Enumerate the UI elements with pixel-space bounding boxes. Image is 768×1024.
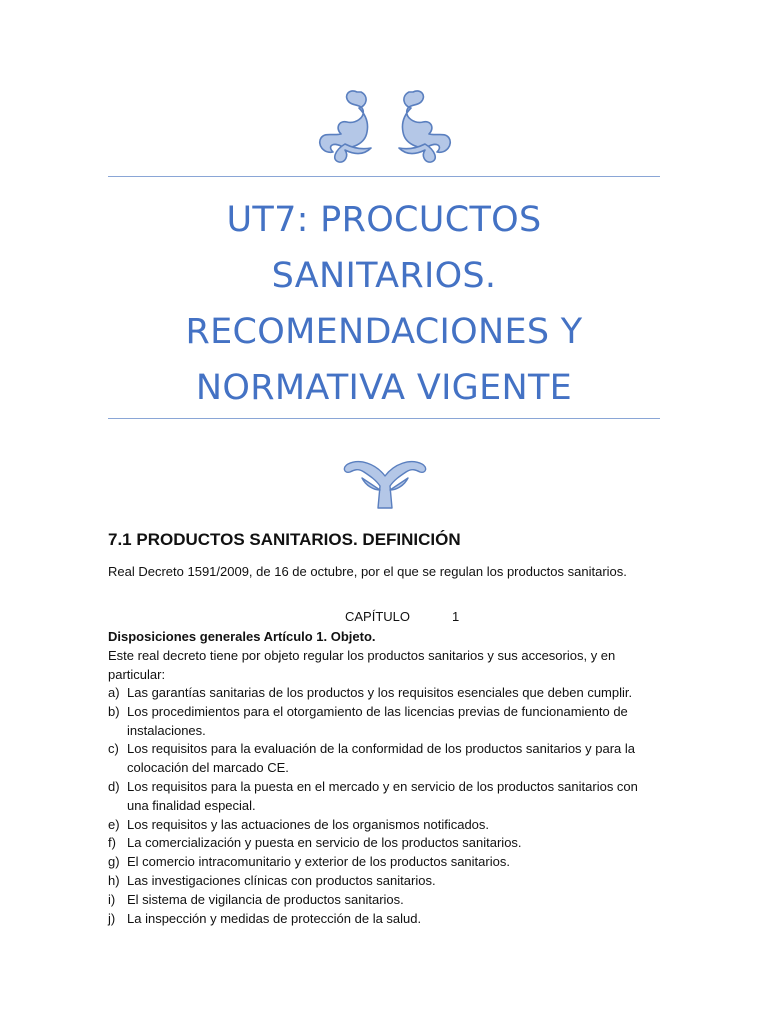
list-item	[108, 816, 660, 835]
chapter-number: 1	[452, 609, 460, 624]
list-item-text: El comercio intracomunitario y exterior de los productos sanitarios.	[127, 854, 510, 870]
list-item	[108, 834, 660, 853]
list-item	[108, 853, 660, 872]
floral-ornament-icon	[305, 84, 465, 166]
list-item-text: Los requisitos para la puesta en el mercado y en servicio de los productos sanitarios con una finalidad especial.	[127, 778, 638, 813]
list-item-text: Las garantías sanitarias de los productos y los requisitos esenciales que deben cumplir.	[127, 685, 633, 700]
list-item-text: El sistema de vigilancia de productos sanitarios.	[127, 891, 404, 907]
objectives-list	[108, 684, 660, 928]
list-item	[108, 910, 660, 929]
decree-paragraph: Real Decreto 1591/2009, de 16 de octubre, por el que se regulan los productos sanitarios.	[108, 564, 627, 579]
list-item-label: e)	[108, 816, 120, 832]
list-item	[108, 740, 660, 778]
top-divider	[108, 176, 660, 177]
chapter-label: CAPÍTULO	[345, 609, 411, 624]
article-subheading: Disposiciones generales Artículo 1. Objeto.	[108, 629, 376, 644]
list-item-label: f)	[108, 835, 116, 851]
list-item-text: Los requisitos y las actuaciones de los organismos notificados.	[127, 816, 490, 832]
list-item	[108, 872, 660, 891]
title-line: SANITARIOS.	[271, 256, 497, 296]
list-item-label: j)	[108, 910, 116, 926]
list-item-label: g)	[108, 854, 120, 870]
list-item-text: La comercialización y puesta en servicio de los productos sanitarios.	[127, 835, 522, 851]
list-item-label: i)	[108, 891, 116, 907]
bottom-divider	[108, 418, 660, 419]
title-line: NORMATIVA VIGENTE	[195, 368, 573, 408]
list-item-label: d)	[108, 778, 120, 794]
list-item	[108, 684, 660, 703]
list-item	[108, 778, 660, 816]
list-item-text: Los procedimientos para el otorgamiento de las licencias previas de funcionamiento de instalaciones.	[127, 703, 628, 738]
intro-paragraph: Este real decreto tiene por objeto regular los productos sanitarios y sus accesorios, y en particular:	[108, 648, 616, 682]
list-item-label: c)	[108, 741, 119, 757]
fleur-ornament-icon	[340, 456, 430, 512]
list-item	[108, 891, 660, 910]
list-item-label: b)	[108, 703, 120, 719]
list-item-text: Los requisitos para la evaluación de la conformidad de los productos sanitarios y para la colocación del marcado CE.	[127, 741, 636, 776]
document-title	[108, 192, 660, 416]
list-item-label: h)	[108, 872, 120, 888]
list-item-label: a)	[108, 685, 120, 700]
list-item-text: La inspección y medidas de protección de la salud.	[127, 910, 422, 926]
section-heading: 7.1 PRODUCTOS SANITARIOS. DEFINICIÓN	[108, 530, 461, 549]
list-item	[108, 703, 660, 741]
title-line: UT7: PROCUCTOS	[226, 200, 542, 240]
title-line: RECOMENDACIONES Y	[185, 312, 583, 352]
list-item-text: Las investigaciones clínicas con productos sanitarios.	[127, 872, 436, 888]
